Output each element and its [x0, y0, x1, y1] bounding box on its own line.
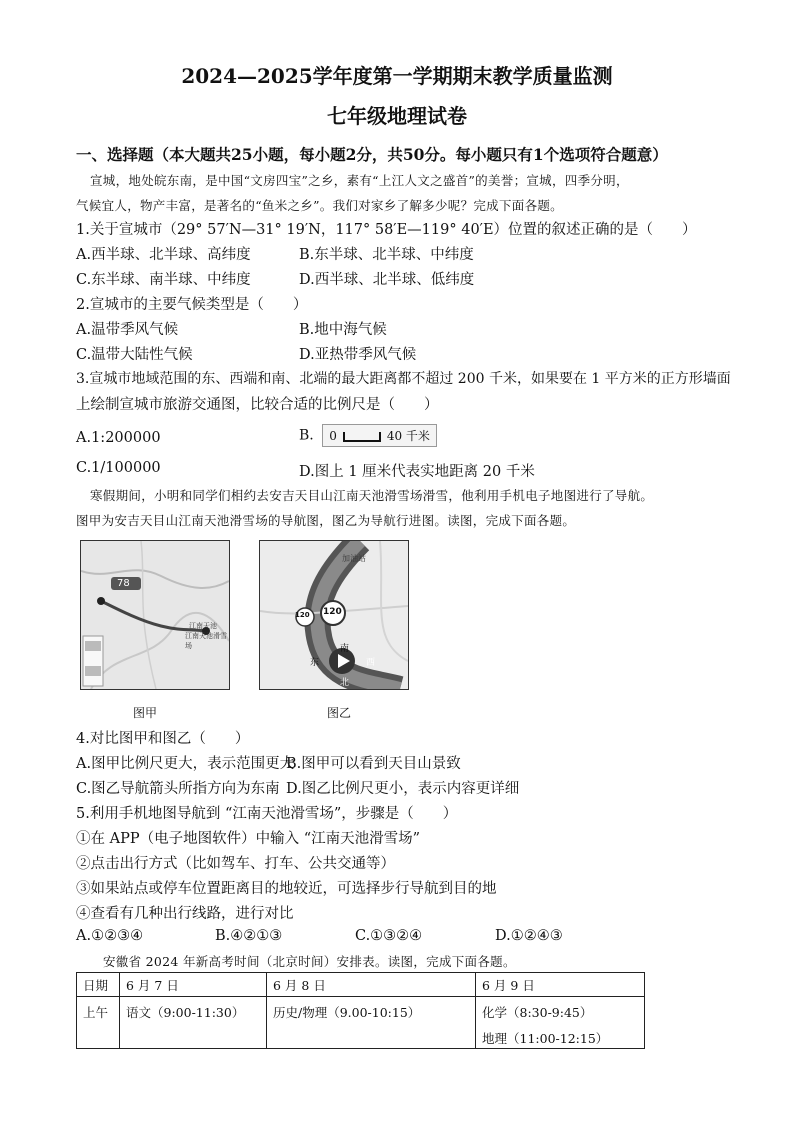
map-jia-place-label: 江南天池滑雪场 — [185, 632, 227, 650]
map-jia-place-label: 江南天池 — [189, 622, 217, 630]
map-jia-caption: 图甲 — [133, 706, 158, 720]
compass-south: 南 — [340, 644, 350, 654]
question-stem: 3.宣城市地域范围的东、西端和南、北端的最大距离都不超过 200 千米，如果要在 1 平方米的正方形墙面 — [76, 371, 731, 387]
map-jia-graphic — [81, 541, 229, 689]
option-a: A.温带季风气候 — [76, 322, 179, 338]
passage-line: 安徽省 2024 年新高考时间（北京时间）安排表。读图，完成下面各题。 — [103, 954, 516, 969]
option-d: D.①②④③ — [495, 928, 563, 944]
table-header-row — [77, 973, 645, 997]
exam-schedule-table — [76, 972, 645, 1049]
question-stem: 1.关于宣城市（29° 57′N—31° 19′N，117° 58′E—119° 40′E）位置的叙述正确的是（ ） — [76, 222, 697, 238]
option-c: C.图乙导航箭头所指方向为东南 — [76, 781, 280, 797]
map-jia — [80, 540, 230, 690]
table-row-label: 上午 — [77, 997, 120, 1049]
option-b: B.图甲可以看到天目山景致 — [286, 756, 461, 772]
exam-title: 2024—2025学年度第一学期期末教学质量监测 — [181, 64, 613, 88]
table-header-cell: 日期 — [77, 973, 120, 997]
option-b: B.④②①③ — [215, 928, 283, 944]
option-b-scale-bar — [299, 424, 437, 447]
table-cell — [476, 997, 645, 1049]
procedure-step: ①在 APP（电子地图软件）中输入 “江南天池滑雪场” — [76, 831, 421, 847]
table-row — [77, 997, 645, 1049]
question-stem: 5.利用手机地图导航到 “江南天池滑雪场”，步骤是（ ） — [76, 806, 458, 822]
map-yi-place-label: 加油站 — [342, 554, 366, 563]
option-a: A.①②③④ — [76, 928, 144, 944]
option-d: D.图乙比例尺更小，表示内容更详细 — [286, 781, 520, 797]
question-stem: 2.宣城市的主要气候类型是（ ） — [76, 297, 308, 313]
map-yi-caption: 图乙 — [327, 706, 352, 720]
question-stem: 4.对比图甲和图乙（ ） — [76, 731, 250, 747]
table-cell-line: 地理（11:00-12:15） — [482, 1031, 609, 1046]
table-header-cell: 6 月 9 日 — [476, 973, 645, 997]
table-cell: 历史/物理（9.00-10:15） — [267, 997, 476, 1049]
scale-bar-line — [343, 432, 381, 442]
option-a: A.西半球、北半球、高纬度 — [76, 247, 251, 263]
question-stem: 上绘制宣城市旅游交通图，比较合适的比例尺是（ ） — [76, 397, 439, 413]
option-a: A.1:200000 — [76, 430, 161, 446]
passage-line: 气候宜人，物产丰富，是著名的“鱼米之乡”。我们对家乡了解多少呢？完成下面各题。 — [76, 198, 563, 213]
scale-zero: 0 — [329, 429, 337, 443]
scale-bar-image — [322, 424, 437, 447]
compass-east: 东 — [310, 658, 320, 668]
speed-limit-sign: 120 — [323, 607, 342, 617]
passage-line: 图甲为安吉天目山江南天池滑雪场的导航图，图乙为导航行进图。读图，完成下面各题。 — [76, 513, 576, 528]
option-c: C.温带大陆性气候 — [76, 347, 193, 363]
option-a: A.图甲比例尺更大，表示范围更大 — [76, 756, 295, 772]
compass-west: 西 — [366, 658, 376, 668]
speed-limit-sign: 120 — [295, 611, 310, 619]
procedure-step: ④查看有几种出行线路，进行对比 — [76, 906, 294, 922]
compass-north: 北 — [340, 678, 350, 688]
option-d: D.亚热带季风气候 — [299, 347, 417, 363]
option-c: C.东半球、南半球、中纬度 — [76, 272, 251, 288]
section-heading: 一、选择题（本大题共25小题，每小题2分，共50分。每小题只有1个选项符合题意） — [76, 145, 668, 164]
table-cell: 语文（9:00-11:30） — [120, 997, 267, 1049]
table-header-cell: 6 月 8 日 — [267, 973, 476, 997]
passage-line: 宣城，地处皖东南，是中国“文房四宝”之乡，素有“上江人文之盛首”的美誉；宣城，四季分明， — [90, 173, 629, 188]
table-header-cell: 6 月 7 日 — [120, 973, 267, 997]
procedure-step: ③如果站点或停车位置距离目的地较近，可选择步行导航到目的地 — [76, 881, 497, 897]
option-c: C.①③②④ — [355, 928, 423, 944]
table-cell-line: 化学（8:30-9:45） — [482, 1005, 593, 1020]
procedure-step: ②点击出行方式（比如驾车、打车、公共交通等） — [76, 856, 395, 872]
passage-line: 寒假期间，小明和同学们相约去安吉天目山江南天池滑雪场滑雪，他利用手机电子地图进行了导航。 — [90, 488, 654, 503]
option-b: B.地中海气候 — [299, 322, 387, 338]
exam-subtitle: 七年级地理试卷 — [327, 104, 467, 128]
option-b-label: B. — [299, 427, 314, 444]
option-c: C.1/100000 — [76, 460, 161, 476]
option-b: B.东半球、北半球、中纬度 — [299, 247, 474, 263]
option-d: D.图上 1 厘米代表实地距离 20 千米 — [299, 464, 535, 480]
map-jia-badge: 78 — [117, 578, 130, 589]
scale-distance: 40 千米 — [386, 429, 430, 443]
map-yi — [259, 540, 409, 690]
option-d: D.西半球、北半球、低纬度 — [299, 272, 475, 288]
